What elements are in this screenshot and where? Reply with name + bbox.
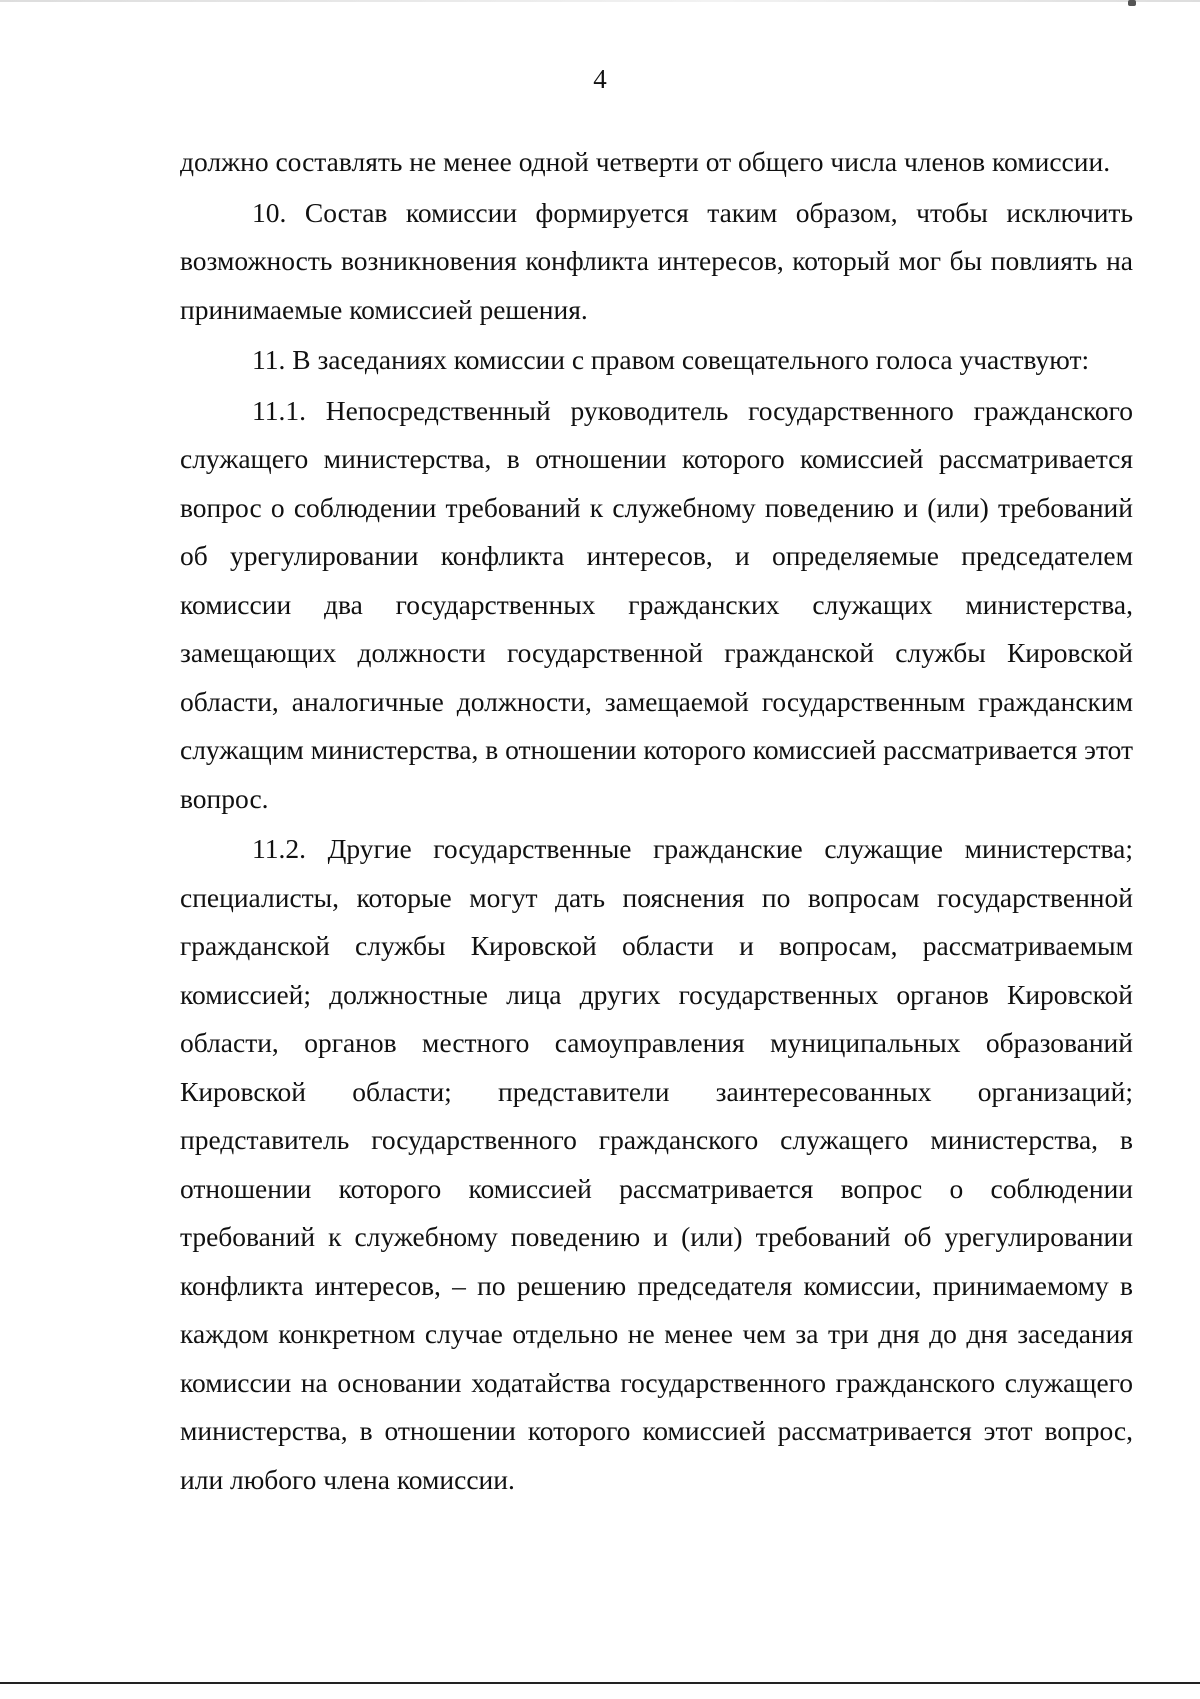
paragraph-item-10: 10. Состав комиссии формируется таким образом, чтобы исключить возможность возникновения конфликта интересов, который мог бы повлиять на принимаемые комиссией решения.: [180, 196, 1133, 325]
page-number: 4: [593, 64, 607, 94]
scan-artifact-mark: [1128, 0, 1136, 6]
document-body: [180, 138, 1133, 1506]
paragraph-item-11-2: 11.2. Другие государственные гражданские служащие министерства; специалисты, которые могут дать пояснения по вопросам государственной гражданской службы Кировской области и вопросам, рассматриваемым комиссией; должностные лица других государственных органов Кировской области, органов местного самоуправления муниципальных образований Кировской области; представители заинтересованных организаций; представитель государственного гражданского служащего министерства, в отношении которого комиссией рассматривается вопрос о соблюдении требований к служебному поведению и (или) требований об урегулировании конфликта интересов, – по решению председателя комиссии, принимаемому в каждом конкретном случае отдельно не менее чем за три дня до дня заседания комиссии на основании ходатайства государственного гражданского служащего министерства, в отношении которого комиссией рассматривается этот вопрос, или любого члена комиссии.: [180, 833, 1133, 1495]
scan-edge-bottom: [0, 1682, 1200, 1684]
scan-edge-top: [0, 0, 1200, 2]
paragraph-item-11: 11. В заседаниях комиссии с правом совещательного голоса участвуют:: [252, 344, 1090, 375]
paragraph-continuation: должно составлять не менее одной четверти от общего числа членов комиссии.: [180, 146, 1111, 177]
paragraph-item-11-1: 11.1. Непосредственный руководитель государственного гражданского служащего министерства, в отношении которого комиссией рассматривается вопрос о соблюдении требований к служебному поведению и (или) требований об урегулировании конфликта интересов, и определяемые председателем комиссии два государственных гражданских служащих министерства, замещающих должности государственной гражданской службы Кировской области, аналогичные должности, замещаемой государственным гражданским служащим министерства, в отношении которого комиссией рассматривается этот вопрос.: [180, 394, 1133, 814]
